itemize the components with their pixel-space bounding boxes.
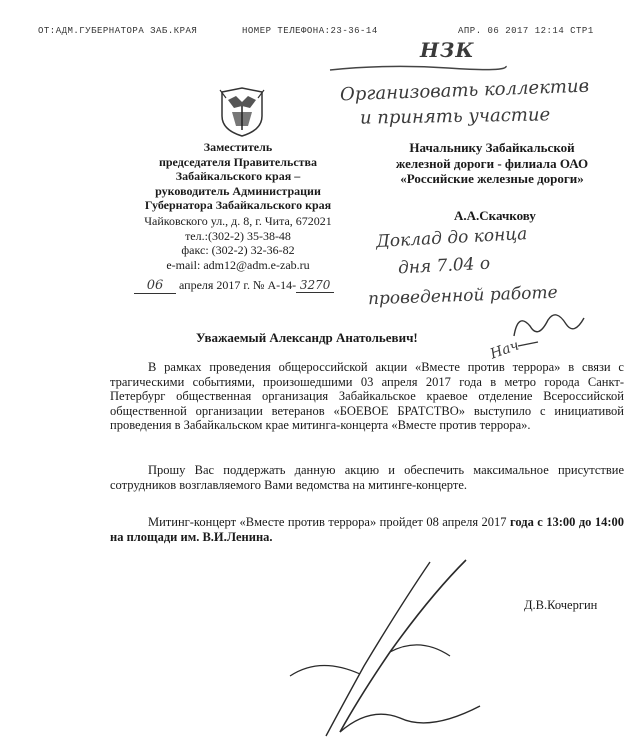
- signature-name: Д.В.Кочергин: [524, 598, 598, 612]
- salutation: Уважаемый Александр Анатольевич!: [196, 330, 418, 345]
- handwritten-initials: Нач: [488, 337, 522, 363]
- body-paragraph-2: Прошу Вас поддержать данную акцию и обеспечить максимальное присутствие сотрудников возглавляемого Вами ведомства на митинге-концерте.: [110, 463, 624, 492]
- sender-contacts: [128, 214, 348, 272]
- handwritten-resolution-1: Организовать коллектив: [339, 75, 590, 106]
- handwritten-mark: НЗК: [420, 38, 475, 62]
- fax-sender: ОТ:АДМ.ГУБЕРНАТОРА ЗАБ.КРАЯ: [38, 26, 198, 36]
- fax-phone: НОМЕР ТЕЛЕФОНА:23-36-14: [242, 26, 378, 36]
- fax-timestamp: АПР. 06 2017 12:14 СТР1: [458, 26, 594, 36]
- reference-text: апреля 2017 г. № А-14-: [179, 278, 297, 292]
- reference-number: 3270: [296, 278, 334, 293]
- sender-title-line: Забайкальского края –: [175, 169, 301, 183]
- sender-fax: факс: (302-2) 32-36-82: [181, 243, 295, 257]
- recipient-line: «Российские железные дороги»: [400, 171, 584, 186]
- sender-title-line: председателя Правительства: [158, 154, 318, 169]
- sender-title-line: руководитель Администрации: [155, 183, 321, 198]
- handwritten-note-1: Доклад до конца: [375, 224, 528, 252]
- underline-stroke: [328, 62, 508, 74]
- sender-address: Чайковского ул., д. 8, г. Чита, 672021: [144, 214, 332, 228]
- body-paragraph-3: [110, 515, 624, 544]
- sender-tel: тел.:(302-2) 35-38-48: [185, 228, 291, 243]
- sender-title-line: Губернатора Забайкальского края: [144, 198, 332, 212]
- handwritten-note-3: проведенной работе: [367, 282, 558, 310]
- coat-of-arms-icon: [218, 86, 266, 138]
- body-paragraph-3-bold: года с 13:00 до 14:00 на площади им. В.И.Ленина.: [110, 515, 624, 544]
- recipient-line: Начальнику Забайкальской: [409, 140, 575, 155]
- reference-day: 06: [134, 278, 176, 294]
- recipient-block: [364, 140, 620, 187]
- sender-title-line: Заместитель: [203, 140, 273, 154]
- sender-title: [138, 140, 338, 213]
- recipient-name: А.А.Скачкову: [454, 208, 536, 223]
- sender-email: e-mail: adm12@adm.e-zab.ru: [166, 257, 310, 272]
- recipient-line: железной дороги - филиала ОАО: [395, 155, 589, 171]
- signature-drawing: [280, 556, 520, 742]
- handwritten-resolution-2: и принять участие: [359, 104, 551, 129]
- handwritten-note-2: дня 7.04 о: [397, 253, 491, 279]
- body-paragraph-3-text: Митинг-концерт «Вместе против террора» пройдет 08 апреля 2017: [148, 515, 507, 529]
- reference-line: [134, 278, 334, 294]
- body-paragraph-1: В рамках проведения общероссийской акции «Вместе против террора» в связи с трагическими событиями, произошедшими 03 апреля 2017 года в метро города Санкт-Петербург общественная организация Забайкальское краевое отделение Всероссийской общественной организации ветеранов «БОЕВОЕ БРАТСТВО» выступило с инициативой проведения в Забайкальском крае митинга-концерта «Вместе против террора».: [110, 360, 624, 433]
